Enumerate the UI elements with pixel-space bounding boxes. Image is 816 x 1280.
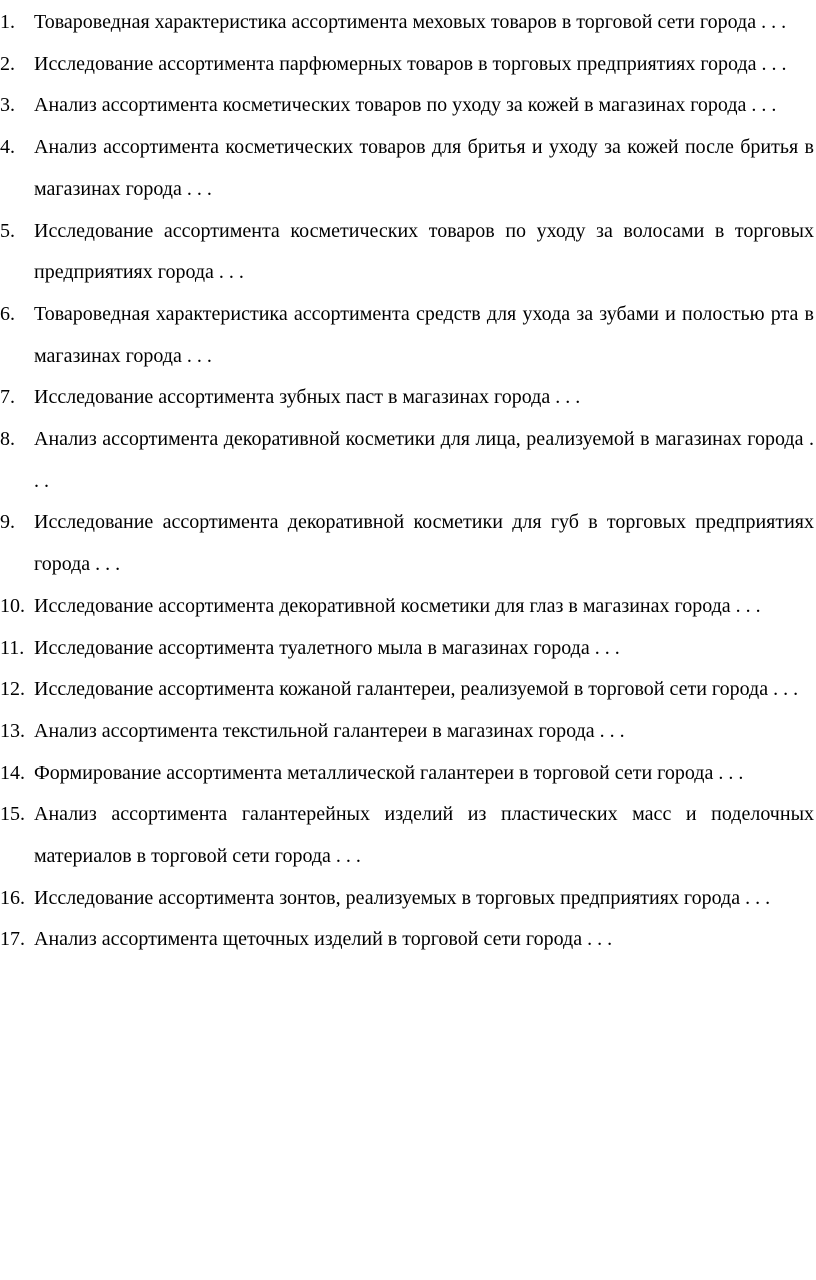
list-item <box>0 669 814 711</box>
item-number: 10. <box>0 594 25 617</box>
item-number: 6. <box>0 302 15 325</box>
item-text: Исследование ассортимента зонтов, реализуемых в торговых предприятиях города . . . <box>34 886 771 909</box>
list-item <box>0 419 814 502</box>
item-text: Исследование ассортимента косметических товаров по уходу за волосами в торговых предприятиях города . . . <box>34 219 814 284</box>
list-item <box>0 919 814 961</box>
item-text: Анализ ассортимента щеточных изделий в торговой сети города . . . <box>34 928 613 951</box>
item-number: 13. <box>0 719 25 742</box>
item-text: Товароведная характеристика ассортимента меховых товаров в торговой сети города . . . <box>34 11 787 33</box>
item-number: 5. <box>0 219 15 242</box>
item-text: Исследование ассортимента зубных паст в магазинах города . . . <box>34 386 581 409</box>
item-text: Исследование ассортимента декоративной косметики для губ в торговых предприятиях города . . . <box>34 511 814 576</box>
item-text: Анализ ассортимента текстильной галантереи в магазинах города . . . <box>34 719 625 742</box>
list-item <box>0 85 814 127</box>
list-item <box>0 753 814 795</box>
list-item <box>0 794 814 877</box>
item-number: 3. <box>0 94 15 117</box>
item-number: 2. <box>0 52 15 75</box>
list-item <box>0 44 814 86</box>
list-item <box>0 586 814 628</box>
item-number: 11. <box>0 636 25 659</box>
item-text: Анализ ассортимента декоративной косметики для лица, реализуемой в магазинах города . . . <box>34 428 814 492</box>
item-text: Исследование ассортимента кожаной галантереи, реализуемой в торговой сети города . . . <box>34 678 799 701</box>
item-text: Анализ ассортимента галантерейных изделий из пластических масс и поделочных материалов в торговой сети города . . . <box>34 803 814 868</box>
item-text: Анализ ассортимента косметических товаров для бритья и уходу за кожей после бритья в магазинах города . . . <box>34 136 814 200</box>
item-number: 4. <box>0 136 15 159</box>
list-item <box>0 628 814 670</box>
item-text: Формирование ассортимента металлической галантереи в торговой сети города . . . <box>34 761 744 784</box>
topic-list <box>0 2 816 961</box>
list-item <box>0 878 814 920</box>
item-number: 12. <box>0 678 25 701</box>
item-number: 9. <box>0 511 15 534</box>
item-text: Исследование ассортимента парфюмерных товаров в торговых предприятиях города . . . <box>34 52 787 75</box>
item-number: 17. <box>0 928 25 951</box>
list-item <box>0 211 814 294</box>
item-number: 8. <box>0 428 15 451</box>
item-text: Исследование ассортимента декоративной косметики для глаз в магазинах города . . . <box>34 594 761 617</box>
item-number: 16. <box>0 886 25 909</box>
item-number: 15. <box>0 803 25 826</box>
list-item <box>0 711 814 753</box>
list-item <box>0 127 814 210</box>
item-text: Анализ ассортимента косметических товаров по уходу за кожей в магазинах города . . . <box>34 94 777 117</box>
item-number: 14. <box>0 761 25 784</box>
item-text: Исследование ассортимента туалетного мыла в магазинах города . . . <box>34 636 620 659</box>
list-item <box>0 377 814 419</box>
list-item <box>0 294 814 377</box>
item-text: Товароведная характеристика ассортимента средств для ухода за зубами и полостью рта в магазинах города . . . <box>34 302 814 367</box>
item-number: 1. <box>0 11 15 33</box>
item-number: 7. <box>0 386 15 409</box>
list-item <box>0 502 814 585</box>
list-item <box>0 2 814 44</box>
